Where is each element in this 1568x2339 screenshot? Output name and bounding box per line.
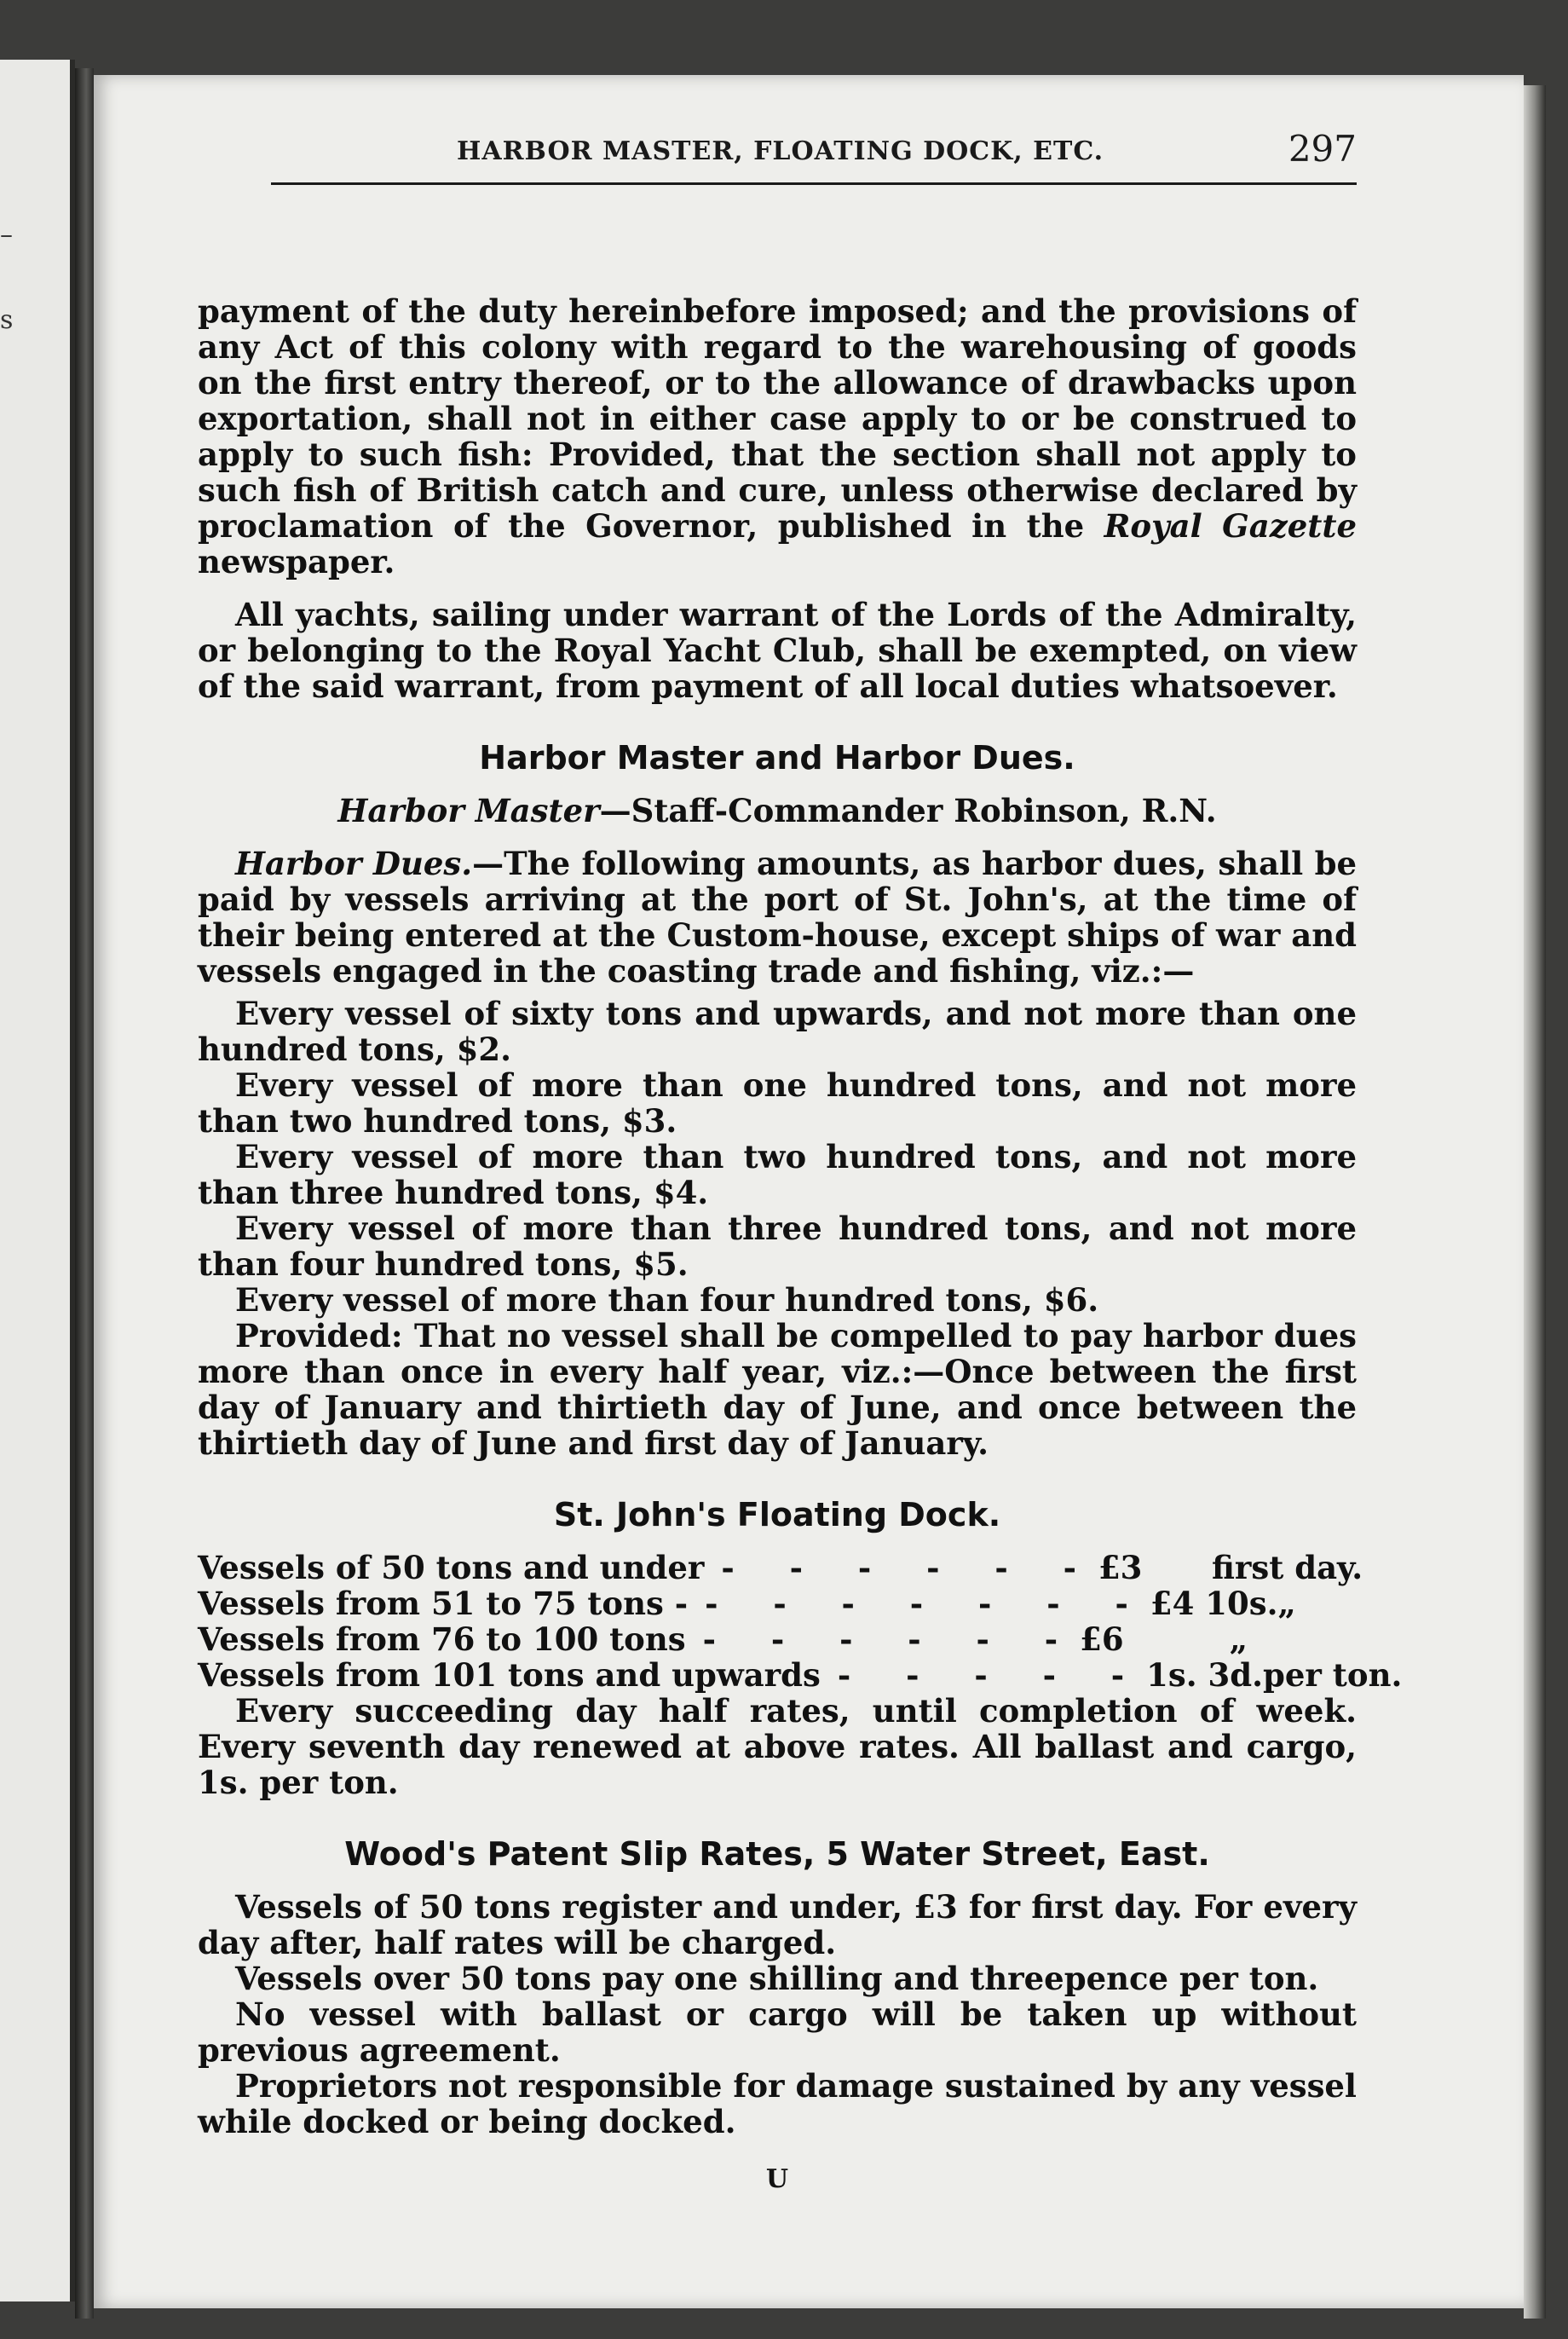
slip-item: Proprietors not responsible for damage sustained by any vessel while docked or being docked. xyxy=(198,2067,1357,2140)
harbor-proviso: Provided: That no vessel shall be compelled to pay harbor dues more than once in every half year, viz.:—Once between the first day of January and thirtieth day of June, and once between the thirtieth day of June and first day of January. xyxy=(198,1317,1357,1462)
intro-paragraph: payment of the duty hereinbefore imposed; and the provisions of any Act of this colony with regard to the warehousing of goods on the first entry thereof, or to the allowance of drawbacks upon exportation, shall not in either case apply to or be construed to apply to such fish: Provided, that the section shall not apply to such fish of British catch and cure, unless otherwise declared by proclamation of the Governor, published in the Royal Gazette newspaper. xyxy=(198,292,1357,580)
page-number: 297 xyxy=(1288,128,1357,170)
dock-rate-row: Vessels from 51 to 75 tons - - - - - - - - £4 10s. „ xyxy=(198,1585,1296,1622)
header-rule xyxy=(271,182,1357,185)
harbor-due-item: Every vessel of sixty tons and upwards, and not more than one hundred tons, $2. xyxy=(198,995,1357,1068)
slip-item: Vessels of 50 tons register and under, £3 for first day. For every day after, half rates will be charged. xyxy=(198,1888,1357,1961)
harbor-heading: Harbor Master and Harbor Dues. xyxy=(479,739,1075,777)
dock-rate-row: Vessels from 76 to 100 tons - - - - - - £6 „ xyxy=(198,1620,1248,1658)
harbor-due-item: Every vessel of more than three hundred tons, and not more than four hundred tons, $5. xyxy=(198,1210,1357,1283)
page-header xyxy=(355,128,1357,179)
gazette-title: Royal Gazette xyxy=(1104,507,1357,545)
left-page-fragment: s xyxy=(0,305,14,335)
left-page-edge xyxy=(0,60,75,2301)
running-head: HARBOR MASTER, FLOATING DOCK, ETC. xyxy=(457,136,1104,166)
book-spine xyxy=(75,68,94,2319)
yacht-paragraph: All yachts, sailing under warrant of the Lords of the Admiralty, or belonging to the Royal Yacht Club, shall be exempted, on view of the said warrant, from payment of all local duties whatsoever. xyxy=(198,596,1357,705)
harbor-due-item: Every vessel of more than one hundred tons, and not more than two hundred tons, $3. xyxy=(198,1066,1357,1140)
page-edge xyxy=(1524,85,1546,2319)
dock-rate-row: Vessels of 50 tons and under - - - - - - £3 first day. xyxy=(198,1549,1363,1586)
slip-item: Vessels over 50 tons pay one shilling and threepence per ton. xyxy=(235,1960,1319,1997)
slip-heading: Wood's Patent Slip Rates, 5 Water Street, East. xyxy=(344,1835,1210,1873)
harbor-dues-paragraph: Harbor Dues.—The following amounts, as harbor dues, shall be paid by vessels arriving at the port of St. John's, at the time of their being entered at the Custom-house, except ships of war and vessels engaged in the coasting trade and fishing, viz.:— xyxy=(198,845,1357,990)
slip-item: No vessel with ballast or cargo will be taken up without previous agreement. xyxy=(198,1995,1357,2069)
harbor-master-line: Harbor Master—Staff-Commander Robinson, R.N. xyxy=(337,792,1217,829)
harbor-due-item: Every vessel of more than two hundred tons, and not more than three hundred tons, $4. xyxy=(198,1138,1357,1211)
dock-note: Every succeeding day half rates, until completion of week. Every seventh day renewed at above rates. All ballast and cargo, 1s. per ton. xyxy=(198,1692,1357,1801)
harbor-due-item: Every vessel of more than four hundred tons, $6. xyxy=(235,1281,1099,1319)
dock-rate-row: Vessels from 101 tons and upwards - - - - - 1s. 3d. per ton. xyxy=(198,1656,1403,1694)
dock-heading: St. John's Floating Dock. xyxy=(553,1496,1001,1533)
signature-mark: U xyxy=(765,2164,789,2194)
page-content xyxy=(198,292,1403,2198)
left-page-fragment: – xyxy=(0,220,13,250)
